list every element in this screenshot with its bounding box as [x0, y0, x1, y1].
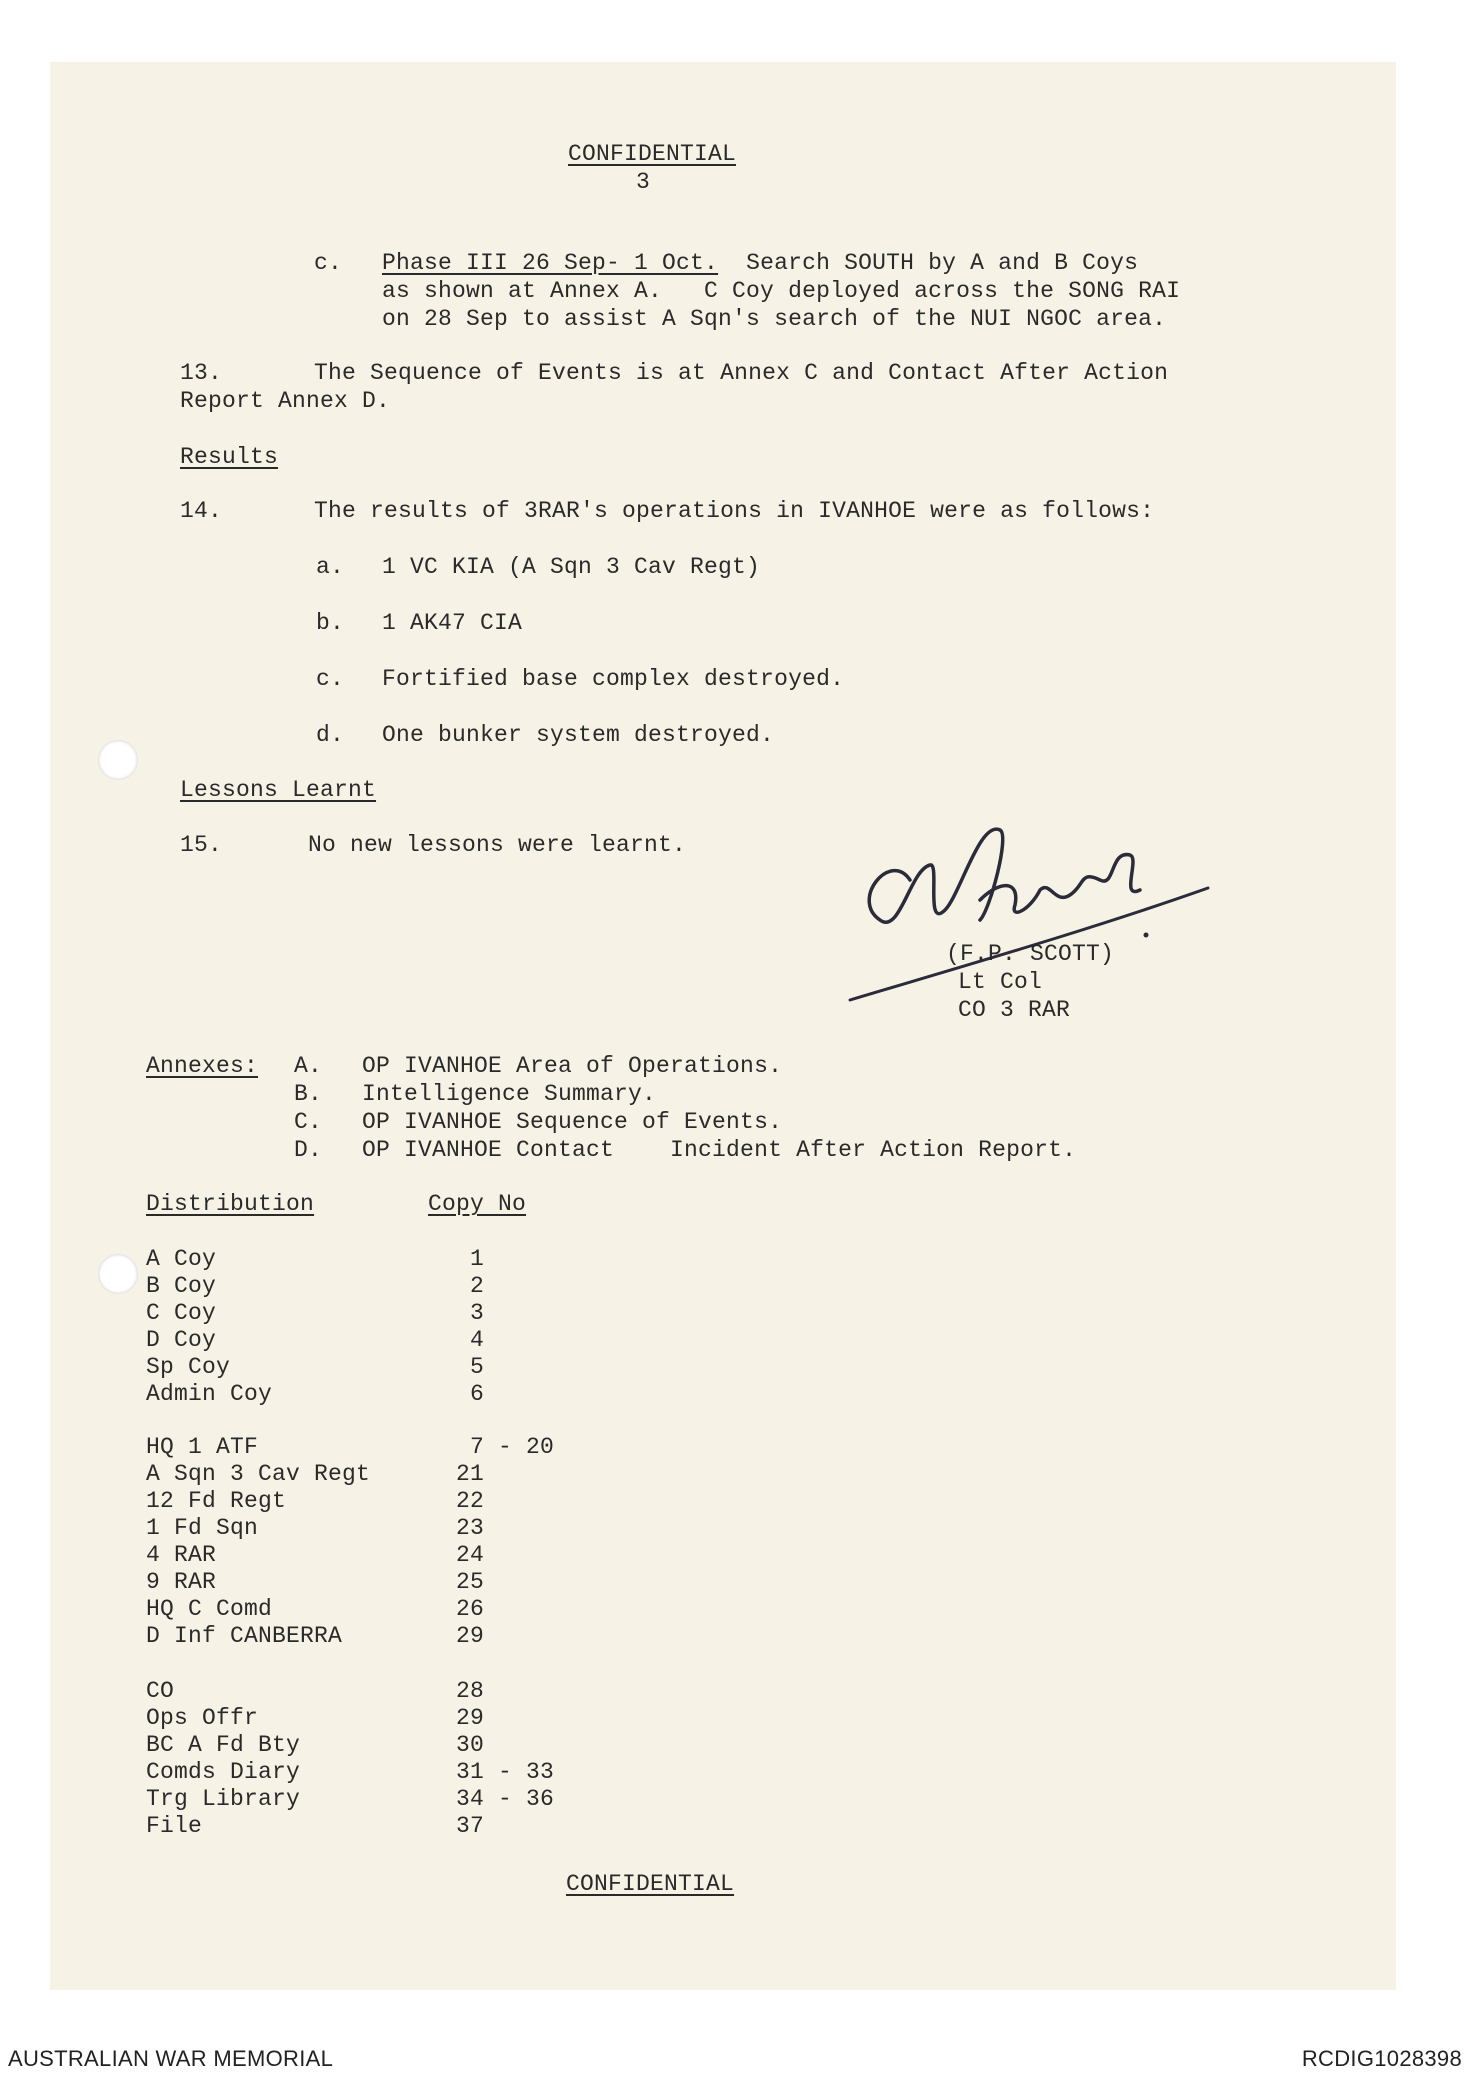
- dist-copy: 7 - 20: [470, 1434, 555, 1460]
- classification-footer: CONFIDENTIAL: [566, 1871, 735, 1897]
- annex-text: OP IVANHOE Contact Incident After Action Report.: [362, 1137, 1077, 1163]
- result-item-text: One bunker system destroyed.: [382, 722, 775, 748]
- dist-copy: 6: [470, 1381, 485, 1407]
- result-item-label: b.: [316, 610, 345, 636]
- para12c-line3: on 28 Sep to assist A Sqn's search of the NUI NGOC area.: [382, 306, 1167, 332]
- dist-copy: 23: [456, 1515, 485, 1541]
- para12c-line1: [382, 249, 1138, 277]
- dist-name: 12 Fd Regt: [146, 1488, 287, 1514]
- result-item-label: a.: [316, 554, 345, 580]
- dist-name: 4 RAR: [146, 1542, 217, 1568]
- dist-name: File: [146, 1813, 203, 1839]
- result-item-text: Fortified base complex destroyed.: [382, 666, 845, 692]
- phase-text: Search SOUTH by A and B Coys: [718, 250, 1139, 276]
- dist-name: 9 RAR: [146, 1569, 217, 1595]
- dist-name: HQ C Comd: [146, 1596, 273, 1622]
- dist-copy: 28: [456, 1678, 485, 1704]
- dist-name: Ops Offr: [146, 1705, 259, 1731]
- dist-copy: 29: [456, 1623, 485, 1649]
- para12c-label: c.: [314, 250, 343, 276]
- dist-name: D Inf CANBERRA: [146, 1623, 343, 1649]
- copy-no-heading: Copy No: [428, 1191, 527, 1217]
- lessons-heading: Lessons Learnt: [180, 777, 377, 803]
- phase-title: Phase III 26 Sep- 1 Oct.: [382, 250, 719, 276]
- dist-copy: 34 - 36: [456, 1786, 555, 1812]
- dist-copy: 2: [470, 1273, 485, 1299]
- result-item-text: 1 VC KIA (A Sqn 3 Cav Regt): [382, 554, 761, 580]
- result-item-label: c.: [316, 666, 345, 692]
- para14-number: 14.: [180, 498, 223, 524]
- dist-name: 1 Fd Sqn: [146, 1515, 259, 1541]
- distribution-heading: Distribution: [146, 1191, 315, 1217]
- page-number: 3: [636, 169, 651, 195]
- dist-name: C Coy: [146, 1300, 217, 1326]
- signatory-rank: Lt Col: [958, 969, 1043, 995]
- para15-text: No new lessons were learnt.: [308, 832, 687, 858]
- dist-name: Sp Coy: [146, 1354, 231, 1380]
- para13-line2: Report Annex D.: [180, 388, 391, 414]
- dist-copy: 22: [456, 1488, 485, 1514]
- archive-label-right: RCDIG1028398: [1301, 2046, 1462, 2071]
- annex-label: C.: [294, 1109, 323, 1135]
- archive-label-left: AUSTRALIAN WAR MEMORIAL: [8, 2046, 334, 2071]
- annex-label: A.: [294, 1053, 323, 1079]
- dist-copy: 5: [470, 1354, 485, 1380]
- para14-intro: The results of 3RAR's operations in IVANHOE were as follows:: [314, 498, 1155, 524]
- punch-hole-top: [98, 740, 138, 780]
- dist-name: CO: [146, 1678, 175, 1704]
- dist-name: BC A Fd Bty: [146, 1732, 301, 1758]
- dist-copy: 30: [456, 1732, 485, 1758]
- results-heading: Results: [180, 444, 279, 470]
- dist-copy: 4: [470, 1327, 485, 1353]
- result-item-label: d.: [316, 722, 345, 748]
- dist-name: D Coy: [146, 1327, 217, 1353]
- dist-copy: 24: [456, 1542, 485, 1568]
- dist-copy: 21: [456, 1461, 485, 1487]
- dist-name: HQ 1 ATF: [146, 1434, 259, 1460]
- document-sheet: [50, 62, 1396, 1990]
- annex-text: Intelligence Summary.: [362, 1081, 657, 1107]
- dist-copy: 29: [456, 1705, 485, 1731]
- annexes-heading: Annexes:: [146, 1053, 259, 1079]
- dist-copy: 26: [456, 1596, 485, 1622]
- classification-header: CONFIDENTIAL: [568, 141, 737, 167]
- annex-text: OP IVANHOE Sequence of Events.: [362, 1109, 783, 1135]
- para12c-line2: as shown at Annex A. C Coy deployed across the SONG RAI: [382, 278, 1181, 304]
- signatory-name: (F.P. SCOTT): [946, 941, 1115, 967]
- para13-number: 13.: [180, 360, 223, 386]
- dist-name: Admin Coy: [146, 1381, 273, 1407]
- dist-copy: 31 - 33: [456, 1759, 555, 1785]
- annex-label: D.: [294, 1137, 323, 1163]
- dist-copy: 1: [470, 1246, 485, 1272]
- punch-hole-bottom: [98, 1254, 138, 1294]
- annex-label: B.: [294, 1081, 323, 1107]
- annex-text: OP IVANHOE Area of Operations.: [362, 1053, 783, 1079]
- para15-number: 15.: [180, 832, 223, 858]
- dist-name: Comds Diary: [146, 1759, 301, 1785]
- result-item-text: 1 AK47 CIA: [382, 610, 523, 636]
- dist-copy: 37: [456, 1813, 485, 1839]
- dist-name: Trg Library: [146, 1786, 301, 1812]
- dist-name: A Sqn 3 Cav Regt: [146, 1461, 371, 1487]
- signatory-appointment: CO 3 RAR: [958, 997, 1071, 1023]
- dist-name: B Coy: [146, 1273, 217, 1299]
- dist-copy: 3: [470, 1300, 485, 1326]
- dist-copy: 25: [456, 1569, 485, 1595]
- para13-line1: The Sequence of Events is at Annex C and Contact After Action: [314, 360, 1169, 386]
- dist-name: A Coy: [146, 1246, 217, 1272]
